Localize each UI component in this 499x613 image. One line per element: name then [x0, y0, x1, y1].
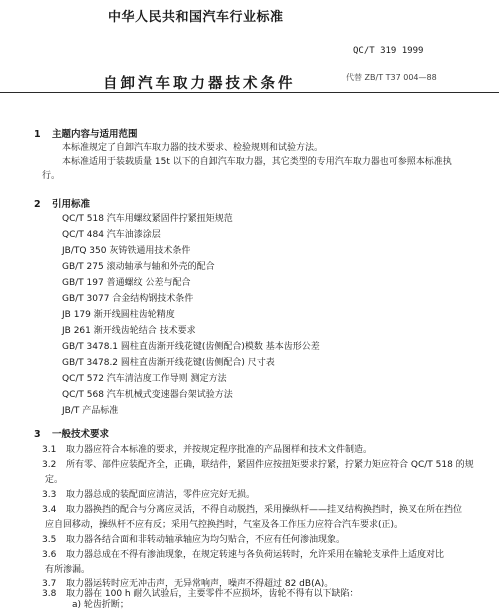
- clause-text: 取力器各结合面和非转动轴承轴应为均匀贴合，不应有任何渗油现象。: [66, 535, 346, 545]
- reference-item: GB/T 3077 合金结构钢技术条件: [62, 294, 194, 304]
- clause-number: 3.6: [42, 550, 57, 560]
- reference-item: GB/T 197 普通螺纹 公差与配合: [62, 278, 191, 288]
- section-number: 2: [34, 199, 41, 210]
- reference-item: QC/T 568 汽车机械式变速器台架试验方法: [62, 390, 233, 400]
- clause-text: 取力器在 100 h 耐久试验后，主要零件不应损坏，齿轮不得有以下缺陷：: [66, 589, 359, 599]
- clause-text-continued: 应自回移动，操纵杆不应有反；采用气控换挡时，气室及各工作压力应符合汽车要求(正)。: [45, 520, 404, 530]
- standard-number: QC/T 319 1999: [353, 46, 424, 56]
- clause-3-1: [42, 443, 482, 458]
- clause-3-3: [42, 488, 482, 503]
- section-number: 1: [34, 129, 41, 140]
- clause-text: 取力器运转时应无冲击声，无异常响声，噪声不得超过 82 dB(A)。: [66, 579, 334, 589]
- section-title: 主题内容与适用范围: [52, 129, 138, 140]
- header-divider: [0, 92, 499, 93]
- document-title: 自卸汽车取力器技术条件: [103, 76, 296, 92]
- reference-item: QC/T 484 汽车油漆涂层: [62, 230, 161, 240]
- section1-paragraph-2-line-1: 本标准适用于装载质量 15t 以下的自卸汽车取力器，其它类型的专用汽车取力器也可参照本标准执: [62, 157, 452, 167]
- reference-item: GB/T 275 滚动轴承与轴和外壳的配合: [62, 262, 215, 272]
- section-number: 3: [34, 429, 41, 440]
- reference-item: QC/T 518 汽车用螺纹紧固件拧紧扭矩规范: [62, 214, 233, 224]
- clause-number: 3.4: [42, 505, 57, 515]
- reference-item: GB/T 3478.2 圆柱直齿渐开线花键(齿侧配合) 尺寸表: [62, 358, 275, 368]
- section1-paragraph-2-line-2: 行。: [42, 171, 61, 181]
- clause-text: 取力器总成的装配面应清洁，零件应完好无损。: [66, 490, 256, 500]
- reference-item: JB/TQ 350 灰铸铁通用技术条件: [62, 246, 191, 256]
- reference-item: GB/T 3478.1 圆柱直齿渐开线花键(齿侧配合)模数 基本齿形公差: [62, 342, 320, 352]
- clause-text-continued: 定。: [45, 475, 64, 485]
- section-title: 引用标准: [52, 199, 91, 210]
- clause-number: 3.2: [42, 460, 57, 470]
- standard-org-title: 中华人民共和国汽车行业标准: [108, 10, 284, 25]
- clause-3-2: [42, 458, 482, 488]
- clause-text: 取力器换挡的配合与分离应灵活，不得自动脱挡，采用操纵杆——挂叉结构换挡时，换叉在所在挡位: [66, 505, 463, 515]
- replaces-standard: 代替 ZB/T T37 004—88: [346, 73, 437, 82]
- clause-number: 3.1: [42, 445, 57, 455]
- clause-text: 取力器总成在不得有渗油现象，在规定转速与各负荷运转时，允许采用在输轮支承件上适度对比: [66, 550, 445, 560]
- section1-paragraph-1: 本标准规定了自卸汽车取力器的技术要求、检验规则和试验方法。: [62, 143, 324, 153]
- clause-number: 3.7: [42, 579, 57, 589]
- clause-3-4: [42, 503, 482, 533]
- reference-item: JB 261 渐开线齿轮结合 技术要求: [62, 326, 196, 336]
- section-heading-2: [34, 196, 90, 210]
- clause-3-8: [42, 589, 482, 611]
- reference-item: JB 179 渐开线圆柱齿轮精度: [62, 310, 175, 320]
- clause-3-6: [42, 548, 482, 578]
- clause-number: 3.5: [42, 535, 57, 545]
- clause-3-5: [42, 533, 482, 548]
- section-heading-3: [34, 426, 109, 440]
- clause-text: 取力器应符合本标准的要求，并按规定程序批准的产品图样和技术文件制造。: [66, 445, 373, 455]
- clause-number: 3.8: [42, 589, 57, 599]
- section-heading-1: [34, 126, 138, 140]
- clause-text: 所有零、部件应装配齐全，正确，联结件，紧固件应按扭矩要求拧紧，拧紧力矩应符合 QC/T 518 的规: [66, 460, 474, 470]
- section-title: 一般技术要求: [52, 429, 110, 440]
- clause-number: 3.3: [42, 490, 57, 500]
- clause-text-continued: 有所渗漏。: [45, 565, 91, 575]
- clause-sub-item: a) 轮齿折断；: [72, 600, 129, 610]
- reference-item: JB/T 产品标准: [62, 406, 119, 416]
- reference-item: QC/T 572 汽车清洁度工作导则 测定方法: [62, 374, 227, 384]
